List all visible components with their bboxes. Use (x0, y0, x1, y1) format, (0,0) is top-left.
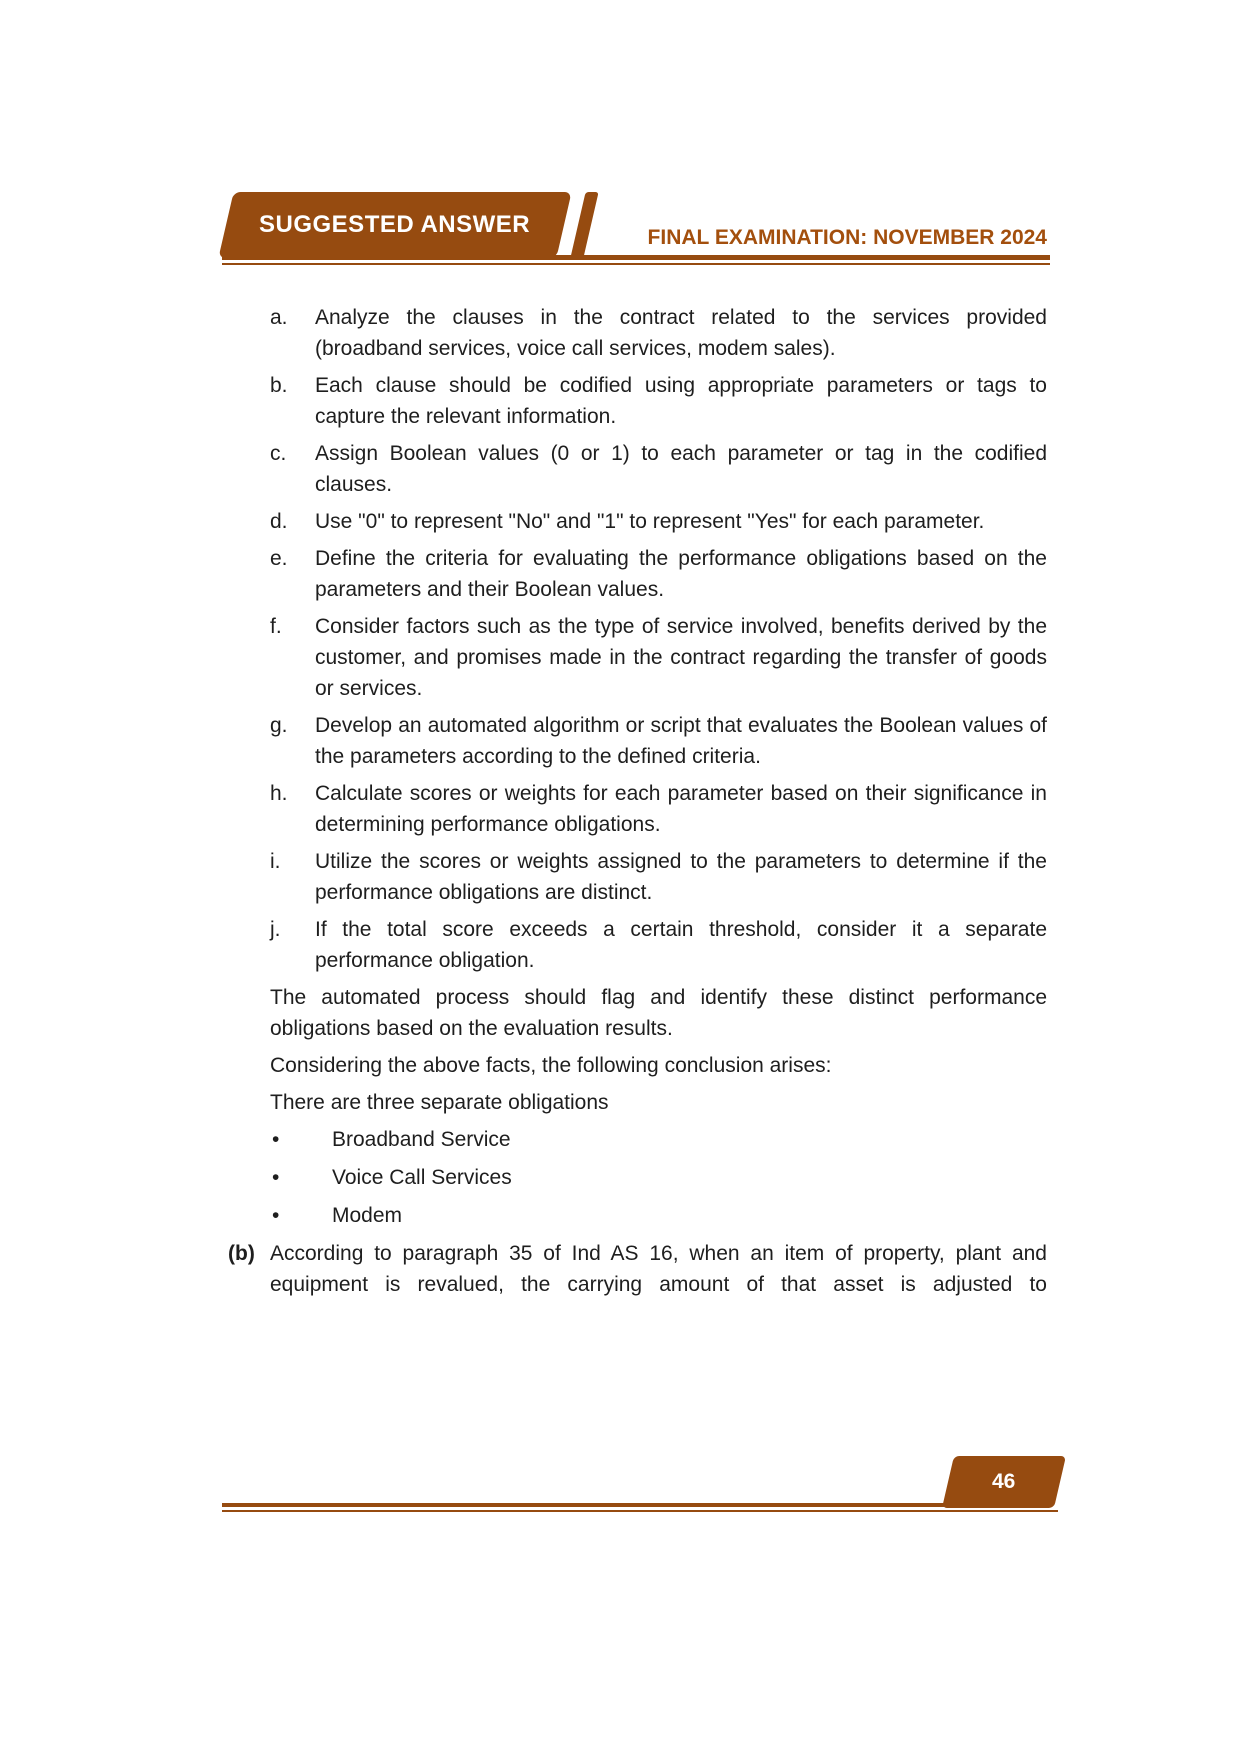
list-item-a (222, 302, 1047, 364)
suggested-answer-label: SUGGESTED ANSWER (259, 211, 531, 238)
bullet-item-modem (222, 1200, 1047, 1231)
bullet-icon: • (272, 1204, 280, 1227)
list-item-text: Calculate scores or weights for each parameter based on their significance in determining performance obligations. (315, 782, 1047, 836)
list-marker: g. (270, 714, 288, 737)
list-marker: a. (270, 306, 288, 329)
list-item-text: Analyze the clauses in the contract related to the services provided (broadband services, voice call services, modem sales). (315, 306, 1047, 360)
list-item-text: Use "0" to represent "No" and "1" to represent "Yes" for each parameter. (315, 510, 985, 533)
section-b-paragraph (222, 1238, 1047, 1300)
list-marker: b. (270, 374, 288, 397)
section-b-label: (b) (228, 1242, 255, 1265)
list-item-text: Each clause should be codified using appropriate parameters or tags to capture the relevant information. (315, 374, 1047, 428)
paragraph-considering-facts: Considering the above facts, the following conclusion arises: (270, 1054, 832, 1077)
bullet-item-voice-call (222, 1162, 1047, 1193)
bullet-icon: • (272, 1166, 280, 1189)
list-item-h (222, 778, 1047, 840)
bullet-text: Voice Call Services (332, 1166, 512, 1189)
list-item-text: Define the criteria for evaluating the performance obligations based on the parameters and their Boolean values. (315, 547, 1047, 601)
answer-content (222, 302, 1047, 1300)
list-item-text: Consider factors such as the type of service involved, benefits derived by the customer, and promises made in the contract regarding the transfer of goods or services. (315, 615, 1047, 700)
list-item-text: Assign Boolean values (0 or 1) to each parameter or tag in the codified clauses. (315, 442, 1047, 496)
list-marker: j. (270, 918, 281, 941)
list-item-text: Utilize the scores or weights assigned to the parameters to determine if the performance obligations are distinct. (315, 850, 1047, 904)
list-item-e (222, 543, 1047, 605)
list-marker: c. (270, 442, 287, 465)
list-marker: h. (270, 782, 288, 805)
list-item-g (222, 710, 1047, 772)
paragraph-automated-process: The automated process should flag and identify these distinct performance obligations based on the evaluation results. (270, 986, 1047, 1040)
bullet-icon: • (272, 1128, 280, 1151)
list-marker: d. (270, 510, 288, 533)
bullet-text: Modem (332, 1204, 403, 1227)
section-b-text: According to paragraph 35 of Ind AS 16, when an item of property, plant and equipment is revalued, the carrying amount of that asset is adjusted to (270, 1242, 1047, 1296)
footer-rule-thick (222, 1503, 1050, 1507)
list-item-j (222, 914, 1047, 976)
list-item-f (222, 611, 1047, 704)
list-item-c (222, 438, 1047, 500)
badge-ribbon-accent (570, 192, 598, 258)
page-number-badge (942, 1456, 1066, 1508)
list-marker: i. (270, 850, 281, 873)
list-marker: e. (270, 547, 288, 570)
header-rule-thin (222, 263, 1050, 265)
list-marker: f. (270, 615, 282, 638)
list-item-d (222, 506, 1047, 537)
bullet-item-broadband (222, 1124, 1047, 1155)
bullet-text: Broadband Service (332, 1128, 511, 1151)
list-item-b (222, 370, 1047, 432)
list-item-text: Develop an automated algorithm or script that evaluates the Boolean values of the parameters according to the defined criteria. (315, 714, 1047, 768)
exam-title: FINAL EXAMINATION: NOVEMBER 2024 (647, 226, 1047, 249)
suggested-answer-badge (218, 192, 571, 258)
paragraph-three-obligations: There are three separate obligations (270, 1091, 609, 1114)
list-item-i (222, 846, 1047, 908)
page-number: 46 (992, 1470, 1016, 1493)
footer-rule-thin (222, 1510, 1058, 1512)
list-item-text: If the total score exceeds a certain threshold, consider it a separate performance obligation. (315, 918, 1047, 972)
